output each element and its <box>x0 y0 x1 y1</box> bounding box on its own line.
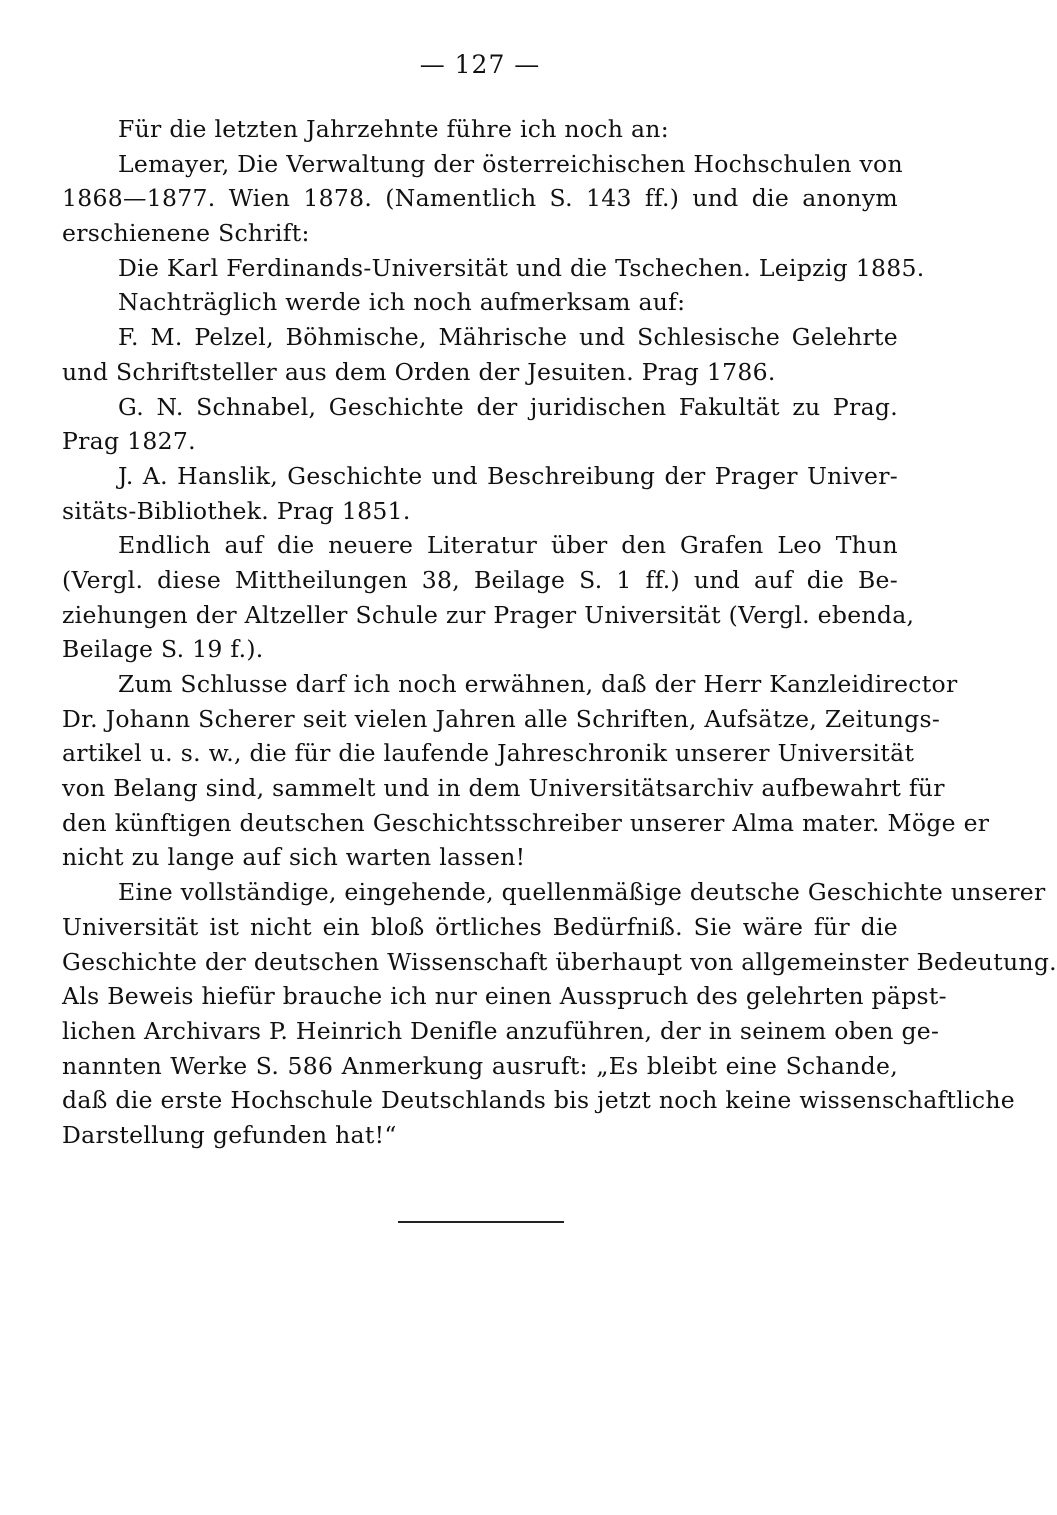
text-line: F. M. Pelzel, Böhmische, Mährische und Schlesische Gelehrte <box>118 323 898 352</box>
text-line: von Belang sind, sammelt und in dem Universitätsarchiv aufbewahrt für <box>62 774 945 803</box>
text-line: nicht zu lange auf sich warten lassen! <box>62 843 526 872</box>
text-line: 1868—1877. Wien 1878. (Namentlich S. 143 ff.) und die anonym <box>62 184 898 213</box>
text-line: Dr. Johann Scherer seit vielen Jahren alle Schriften, Aufsätze, Zeitungs- <box>62 704 941 733</box>
text-line: G. N. Schnabel, Geschichte der juridischen Fakultät zu Prag. <box>118 392 898 421</box>
text-line: ziehungen der Altzeller Schule zur Prager Universität (Vergl. ebenda, <box>62 600 915 629</box>
text-line: lichen Archivars P. Heinrich Denifle anzuführen, der in seinem oben ge- <box>62 1016 940 1045</box>
text-line: daß die erste Hochschule Deutschlands bis jetzt noch keine wissenschaftliche <box>62 1086 1015 1115</box>
text-line: Beilage S. 19 f.). <box>62 635 264 664</box>
text-line: Für die letzten Jahrzehnte führe ich noch an: <box>118 115 669 143</box>
text-line: erschienene Schrift: <box>62 219 310 248</box>
text-line: Eine vollständige, eingehende, quellenmäßige deutsche Geschichte unserer <box>118 878 1046 907</box>
text-line: Die Karl Ferdinands-Universität und die Tschechen. Leipzig 1885. <box>118 253 925 282</box>
text-line: (Vergl. diese Mittheilungen 38, Beilage S. 1 ff.) und auf die Be- <box>62 565 898 594</box>
text-line: Nachträglich werde ich noch aufmerksam auf: <box>118 288 686 317</box>
text-line: Lemayer, Die Verwaltung der österreichischen Hochschulen von <box>118 149 903 178</box>
text-line: Geschichte der deutschen Wissenschaft überhaupt von allgemeinster Bedeutung. <box>62 947 1057 976</box>
text-line: sitäts-Bibliothek. Prag 1851. <box>62 496 411 525</box>
text-line: Zum Schlusse darf ich noch erwähnen, daß der Herr Kanzleidirector <box>118 670 958 698</box>
text-line: Endlich auf die neuere Literatur über den Grafen Leo Thun <box>118 531 898 560</box>
text-line: Prag 1827. <box>62 427 196 456</box>
text-line: und Schriftsteller aus dem Orden der Jesuiten. Prag 1786. <box>62 357 776 386</box>
text-line: artikel u. s. w., die für die laufende Jahreschronik unserer Universität <box>62 739 915 768</box>
text-line: den künftigen deutschen Geschichtsschreiber unserer Alma mater. Möge er <box>62 808 990 837</box>
text-line: J. A. Hanslik, Geschichte und Beschreibung der Prager Univer- <box>118 461 898 490</box>
text-line: Universität ist nicht ein bloß örtliches Bedürfniß. Sie wäre für die <box>62 912 898 941</box>
text-line: nannten Werke S. 586 Anmerkung ausruft: „Es bleibt eine Schande, <box>62 1051 898 1080</box>
page-number: — 127 — <box>419 50 541 79</box>
body-text <box>62 112 1057 1153</box>
text-line: Darstellung gefunden hat!“ <box>62 1120 397 1149</box>
closing-rule <box>398 1221 564 1223</box>
text-line: Als Beweis hiefür brauche ich nur einen Ausspruch des gelehrten päpst- <box>62 982 947 1011</box>
